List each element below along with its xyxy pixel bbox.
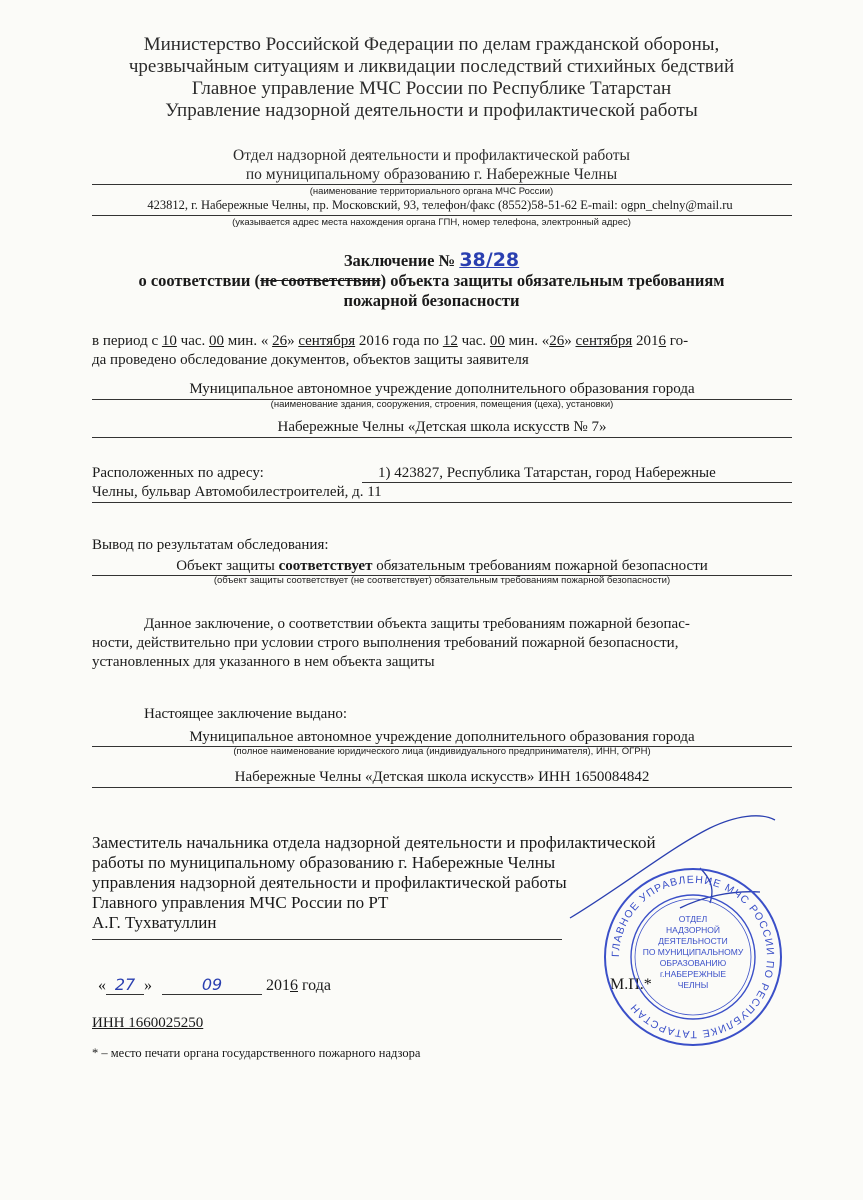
signatory-line-2: работы по муниципальному образованию г. Набережные Челны <box>92 853 556 872</box>
date-line <box>98 975 331 995</box>
to-min: 00 <box>489 333 505 349</box>
svg-text:ПО МУНИЦИПАЛЬНОМУ: ПО МУНИЦИПАЛЬНОМУ <box>642 947 744 957</box>
svg-text:ГЛАВНОЕ УПРАВЛЕНИЕ МЧС РОССИИ: ГЛАВНОЕ УПРАВЛЕНИЕ МЧС РОССИИ ПО РЕСПУБЛИКЕ ТАТАРСТАН <box>609 873 777 1041</box>
date-year-prefix: 201 <box>266 977 290 994</box>
date-close-quote: » <box>144 977 152 994</box>
from-hour: 10 <box>161 333 177 349</box>
header-line-3: Главное управление МЧС России по Республике Татарстан <box>191 78 672 99</box>
title-line-2b: ) объекта защиты обязательным требованиям <box>380 271 725 290</box>
issued-label: Настоящее заключение выдано: <box>144 706 348 722</box>
from-month: сентября <box>298 333 356 349</box>
department-caption: (наименование территориального органа МЧС России) <box>309 186 554 197</box>
address-label: Расположенных по адресу: <box>92 465 264 481</box>
signatory-line-4: Главного управления МЧС России по РТ <box>92 893 389 912</box>
header-line-4: Управление надзорной деятельности и профилактической работы <box>165 100 698 121</box>
validity-line-3: установленных для указанного в нем объекта защиты <box>92 654 435 670</box>
period-text: мин. « <box>224 333 273 349</box>
divider <box>92 787 792 788</box>
official-stamp-icon <box>598 862 788 1052</box>
svg-text:НАДЗОРНОЙ: НАДЗОРНОЙ <box>665 925 721 935</box>
period-text: » <box>564 333 576 349</box>
period-text: час. <box>457 333 490 349</box>
to-month: сентября <box>575 333 633 349</box>
result-text-a: Объект защиты <box>176 558 279 574</box>
address-value-1: 1) 423827, Республика Татарстан, город Набережные <box>378 465 716 481</box>
date-open-quote: « <box>98 977 106 994</box>
issued-line-1: Муниципальное автономное учреждение дополнительного образования города <box>189 729 695 745</box>
divider <box>92 184 792 185</box>
department-line-1: Отдел надзорной деятельности и профилактической работы <box>233 147 630 164</box>
address-caption: (указывается адрес места нахождения органа ГПН, номер телефона, электронный адрес) <box>232 217 631 228</box>
issued-caption: (полное наименование юридического лица (индивидуального предпринимателя), ИНН, ОГРН) <box>233 746 651 757</box>
department-address: 423812, г. Набережные Челны, пр. Московский, 93, телефон/факс (8552)58-51-62 E-mail: ogpn_chelny@mail.ru <box>147 198 733 212</box>
result-caption: (объект защиты соответствует (не соответствует) обязательным требованиям пожарной безопасности) <box>213 575 671 586</box>
date-day: 27 <box>106 975 144 995</box>
svg-text:ОБРАЗОВАНИЮ: ОБРАЗОВАНИЮ <box>659 958 727 968</box>
divider <box>92 215 792 216</box>
to-day: 26 <box>549 333 565 349</box>
header-line-2: чрезвычайным ситуациям и ликвидации последствий стихийных бедствий <box>128 56 735 77</box>
to-year-digit: 6 <box>658 333 667 349</box>
period-line-2: да проведено обследование документов, объектов защиты заявителя <box>92 352 529 368</box>
department-name <box>0 146 863 184</box>
result-text-b: обязательным требованиям пожарной безопасности <box>372 558 708 574</box>
svg-text:ДЕЯТЕЛЬНОСТИ: ДЕЯТЕЛЬНОСТИ <box>658 936 728 946</box>
signatory-line-3: управления надзорной деятельности и профилактической работы <box>92 873 567 892</box>
footnote: * – место печати органа государственного пожарного надзора <box>92 1046 421 1060</box>
result-verdict: соответствует <box>278 558 373 574</box>
date-year-digit: 6 <box>290 977 298 994</box>
date-month: 09 <box>162 975 262 995</box>
divider <box>92 437 792 438</box>
period-text: час. <box>176 333 210 349</box>
object-caption: (наименование здания, сооружения, строения, помещения (цеха), установки) <box>270 399 614 410</box>
document-title <box>0 250 863 311</box>
period-line-1 <box>92 332 792 351</box>
period-text: в период с <box>92 333 162 349</box>
divider <box>362 482 792 483</box>
to-hour: 12 <box>442 333 458 349</box>
title-line-3: пожарной безопасности <box>343 291 520 310</box>
validity-line-1: Данное заключение, о соответствии объекта защиты требованиям пожарной безопас- <box>144 616 690 632</box>
title-prefix: Заключение № <box>343 251 456 270</box>
header-line-1: Министерство Российской Федерации по делам гражданской обороны, <box>143 34 720 55</box>
from-min: 00 <box>209 333 225 349</box>
inn: ИНН 1660025250 <box>92 1015 204 1031</box>
signatory-line-1: Заместитель начальника отдела надзорной деятельности и профилактической <box>92 833 656 852</box>
divider <box>92 502 792 503</box>
svg-text:г.НАБЕРЕЖНЫЕ: г.НАБЕРЕЖНЫЕ <box>660 969 726 979</box>
object-line-2: Набережные Челны «Детская школа искусств № 7» <box>277 419 607 435</box>
svg-text:ОТДЕЛ: ОТДЕЛ <box>678 914 708 924</box>
period-text: мин. « <box>504 333 550 349</box>
period-text: го- <box>666 333 689 349</box>
title-struck: не соответствии <box>260 271 381 290</box>
issued-line-2: Набережные Челны «Детская школа искусств» ИНН 1650084842 <box>234 769 650 785</box>
svg-text:ЧЕЛНЫ: ЧЕЛНЫ <box>677 980 709 990</box>
title-number: 38/28 <box>459 249 520 271</box>
date-suffix: года <box>298 977 331 994</box>
period-text: 201 <box>632 333 659 349</box>
validity-paragraph <box>92 615 792 672</box>
result-text <box>92 557 792 576</box>
address-value-2: Челны, бульвар Автомобилестроителей, д. 11 <box>92 484 382 500</box>
signatory-name: А.Г. Тухватуллин <box>92 913 217 932</box>
title-line-2a: о соответствии ( <box>138 271 261 290</box>
seal-placeholder: М.П.* <box>610 976 652 993</box>
validity-line-2: ности, действительно при условии строго выполнения требований пожарной безопасности, <box>92 635 679 651</box>
object-line-1: Муниципальное автономное учреждение дополнительного образования города <box>189 381 695 397</box>
signature-line <box>92 939 562 940</box>
period-text: 2016 года по <box>355 333 443 349</box>
period-text: » <box>287 333 299 349</box>
result-label: Вывод по результатам обследования: <box>92 537 329 553</box>
ministry-header <box>0 34 863 122</box>
from-day: 26 <box>272 333 288 349</box>
department-line-2: по муниципальному образованию г. Набережные Челны <box>245 166 618 183</box>
